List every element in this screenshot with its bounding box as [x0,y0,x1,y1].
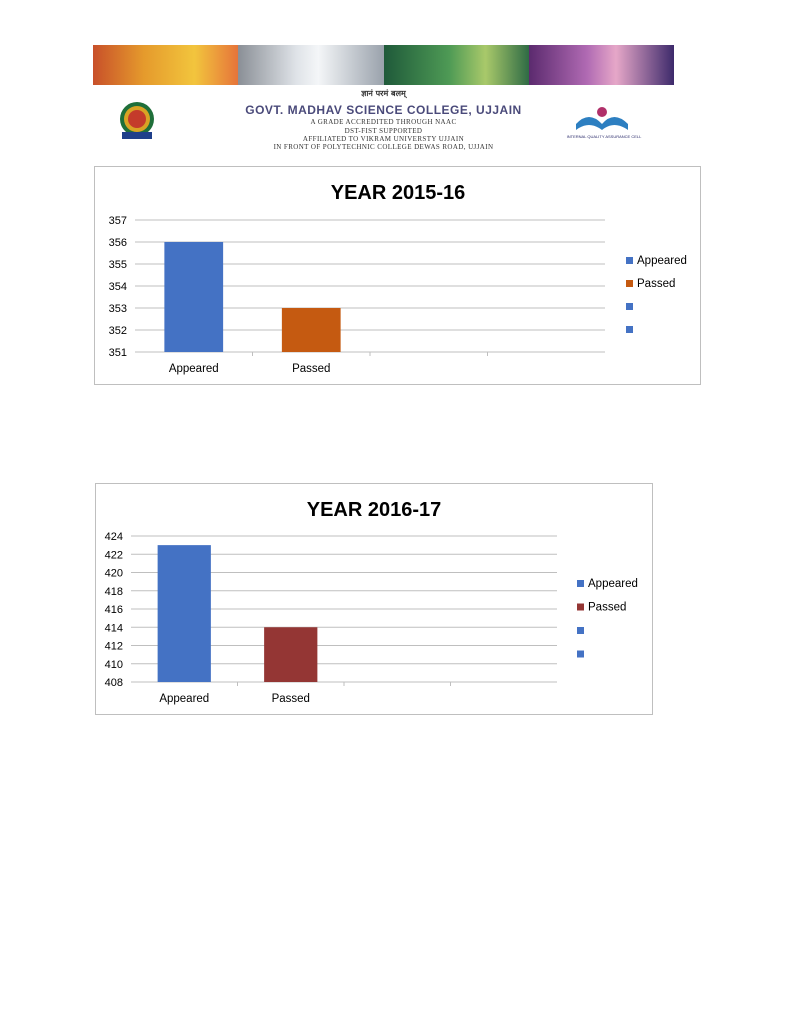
address-line: IN FRONT OF POLYTECHNIC COLLEGE DEWAS ROAD, UJJAIN [273,143,494,151]
bar-appeared [164,242,223,352]
bar-passed [282,308,341,352]
affiliation-line: AFFILIATED TO VIKRAM UNIVERSTY UJJAIN [302,135,465,143]
y-tick-label: 351 [108,347,127,359]
legend-label: Passed [588,601,627,614]
iqac-logo-text: INTERNAL QUALITY ASSURANCE CELL [566,134,642,139]
chart-title: YEAR 2016-17 [306,499,442,521]
legend-swatch [626,303,633,310]
legend-swatch [626,257,633,264]
legend-label: Passed [637,278,676,290]
y-tick-label: 355 [108,259,127,271]
y-tick-label: 422 [104,549,123,562]
y-tick-label: 352 [108,325,127,337]
x-category-label: Appeared [159,693,210,705]
banner-robot-image [238,45,383,85]
y-tick-label: 414 [104,622,123,635]
chart-2016-17-svg [96,484,652,714]
support-line: DST-FIST SUPPORTED [344,127,423,135]
legend-swatch [577,627,584,634]
chart-title: YEAR 2015-16 [330,182,466,204]
banner-molecule-image [384,45,529,85]
y-tick-label: 353 [108,303,127,315]
legend-swatch [577,651,584,658]
legend-swatch [577,580,584,587]
y-tick-label: 354 [108,281,127,293]
chart-year-2015-16 [94,166,701,385]
chart-year-2016-17 [95,483,653,715]
legend-label: Appeared [588,578,638,590]
legend-swatch [626,326,633,333]
y-tick-label: 416 [104,604,123,616]
y-tick-label: 356 [108,237,127,249]
accreditation-line: A GRADE ACCREDITED THROUGH NAAC [310,118,457,126]
iqac-logo-icon [554,102,654,146]
y-tick-label: 412 [104,640,123,653]
x-category-label: Passed [292,363,331,375]
y-tick-label: 424 [104,531,123,543]
legend-swatch [626,280,633,287]
college-motto: ज्ञानं परमं बलम् [361,89,406,98]
y-tick-label: 420 [104,567,123,580]
legend-swatch [577,604,584,611]
bar-passed [264,627,317,682]
y-tick-label: 418 [104,585,123,598]
chart-2015-16-svg [95,167,700,384]
banner-atoms-image [529,45,674,85]
y-tick-label: 408 [104,677,123,689]
banner-chemistry-image [93,45,238,85]
y-tick-label: 410 [104,658,123,671]
y-tick-label: 357 [108,215,127,227]
college-header [93,88,674,150]
college-name: GOVT. MADHAV SCIENCE COLLEGE, UJJAIN [245,103,522,117]
x-category-label: Appeared [168,363,219,375]
bar-appeared [158,545,211,682]
header-banner [93,45,674,85]
legend-label: Appeared [637,255,687,267]
x-category-label: Passed [271,693,310,705]
